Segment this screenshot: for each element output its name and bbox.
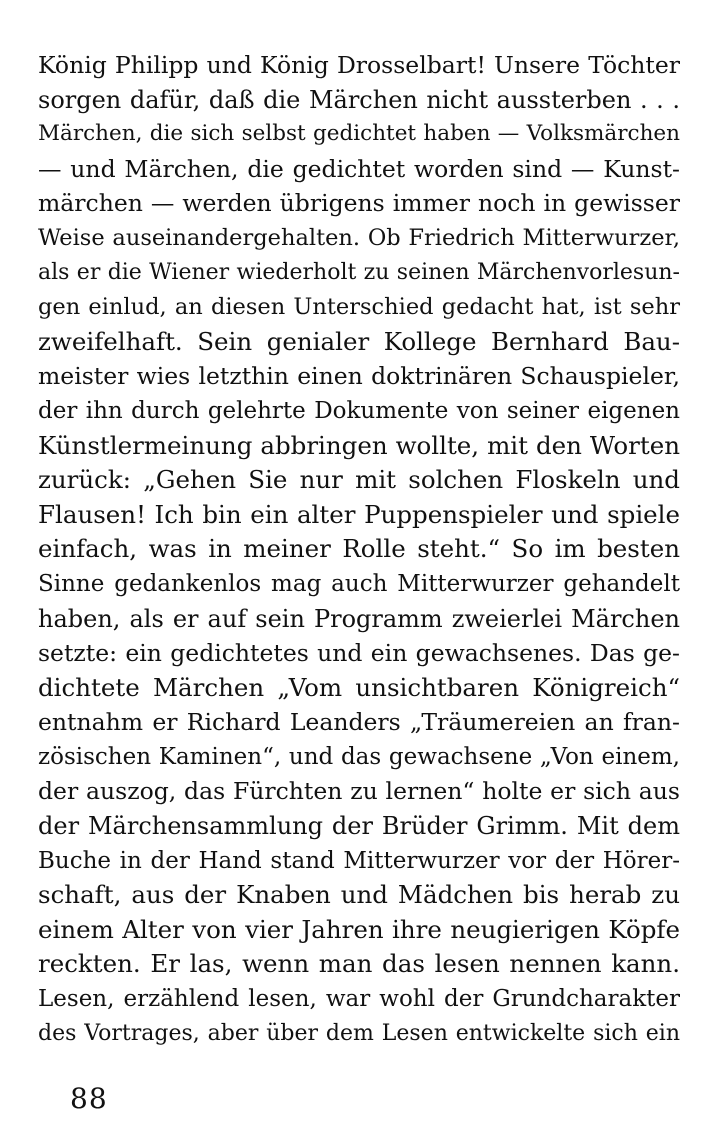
text-line: der auszog, das Fürchten zu lernen“ holte er sich aus [38,777,680,806]
text-line: gen einlud, an diesen Unterschied gedacht hat, ist sehr [38,294,680,321]
text-line: schaft, aus der Knaben und Mädchen bis herab zu [38,880,680,910]
text-line: des Vortrages, aber über dem Lesen entwickelte sich ein [38,1020,680,1046]
text-line: als er die Wiener wiederholt zu seinen Märchenvorlesun- [38,259,680,285]
text-line: Flausen! Ich bin ein alter Puppenspieler und spiele [38,499,680,529]
text-line: meister wies letzthin einen doktrinären Schauspieler, [38,362,680,391]
text-line: märchen — werden übrigens immer noch in gewisser [38,189,680,218]
text-line: Lesen, erzählend lesen, war wohl der Grundcharakter [38,986,680,1013]
body-text [38,48,680,1051]
text-line: Buche in der Hand stand Mitterwurzer vor der Hörer- [38,847,680,874]
text-line: zurück: „Gehen Sie nur mit solchen Floskeln und [38,465,680,495]
text-line: der Märchensammlung der Brüder Grimm. Mit dem [38,812,680,841]
page-number: 88 [70,1082,108,1115]
text-line: der ihn durch gelehrte Dokumente von seiner eigenen [38,397,680,424]
text-line: einem Alter von vier Jahren ihre neugierigen Köpfe [38,914,680,944]
text-line: Weise auseinandergehalten. Ob Friedrich Mitterwurzer, [38,224,680,251]
text-line: König Philipp und König Drosselbart! Unsere Töchter [38,51,680,79]
text-line: reckten. Er las, wenn man das lesen nennen kann. [38,949,680,979]
text-line: sorgen dafür, daß die Märchen nicht aussterben . . . [38,85,680,114]
text-line: zösischen Kaminen“, und das gewachsene „Von einem, [38,743,680,770]
text-line: entnahm er Richard Leanders „Träumereien an fran- [38,708,680,737]
text-line: — und Märchen, die gedichtet worden sind — Kunst- [38,154,680,183]
text-line: Sinne gedankenlos mag auch Mitterwurzer gehandelt [38,570,680,597]
text-line: dichtete Märchen „Vom unsichtbaren Königreich“ [38,672,680,702]
text-line: haben, als er auf sein Programm zweierlei Märchen [38,604,680,633]
text-line: zweifelhaft. Sein genialer Kollege Bernhard Bau- [38,326,680,356]
text-line: einfach, was in meiner Rolle steht.“ So im besten [38,534,680,564]
text-line: Künstlermeinung abbringen wollte, mit den Worten [38,430,680,460]
text-line: Märchen, die sich selbst gedichtet haben — Volksmärchen [38,121,680,147]
text-line: setzte: ein gedichtetes und ein gewachsenes. Das ge- [38,639,680,668]
